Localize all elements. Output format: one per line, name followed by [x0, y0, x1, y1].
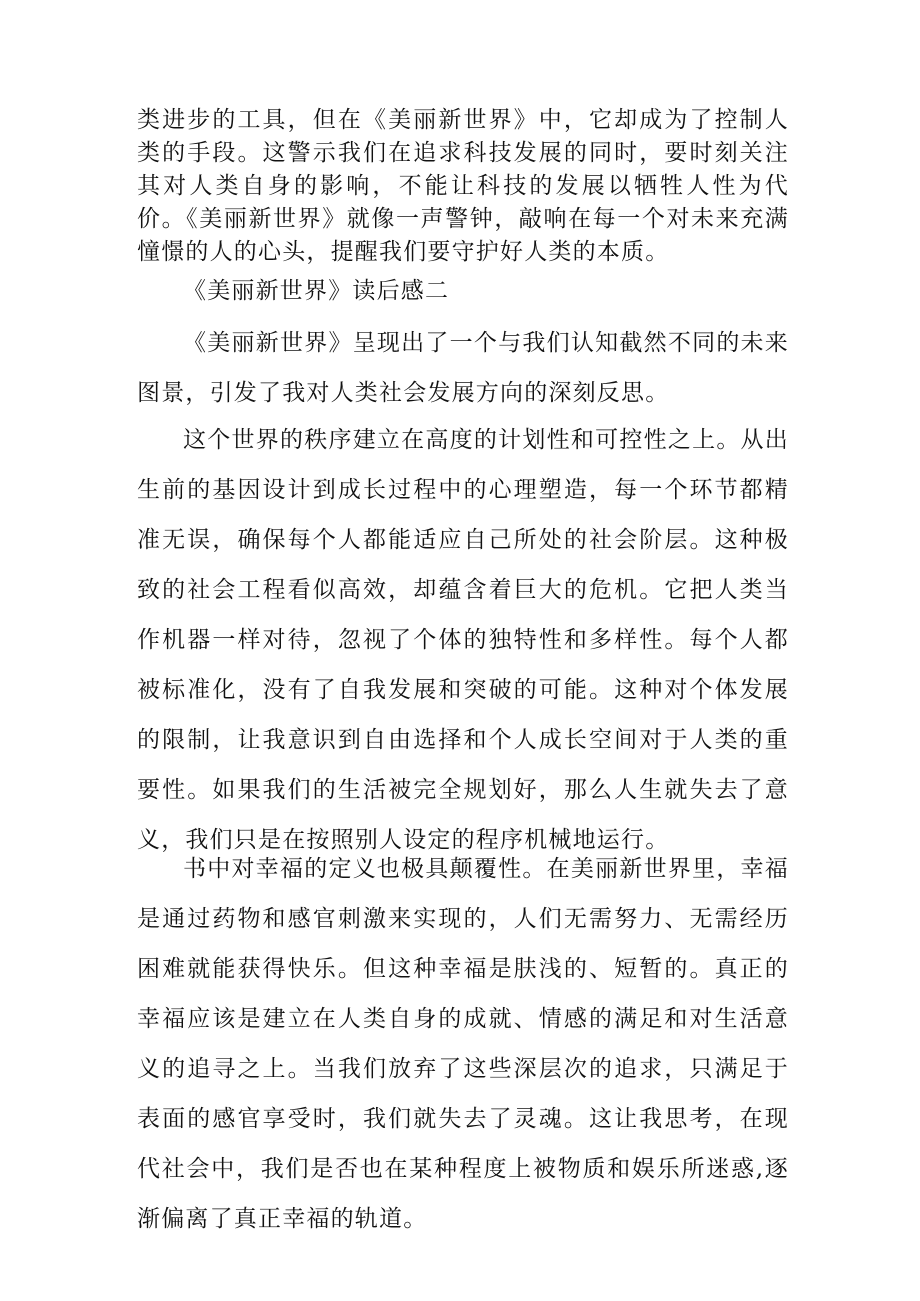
intro-paragraph: 类进步的工具，但在《美丽新世界》中，它却成为了控制人类的手段。这警示我们在追求科技发展的同时，要时刻关注其对人类自身的影响，不能让科技的发展以牺牲人性为代价。《美丽新世界》就像一声警钟，敲响在每一个对未来充满憧憬的人的心头，提醒我们要守护好人类的本质。: [137, 107, 789, 265]
body-paragraph-3: 书中对幸福的定义也极具颠覆性。在美丽新世界里，幸福是通过药物和感官刺激来实现的，人们无需努力、无需经历困难就能获得快乐。但这种幸福是肤浅的、短暂的。真正的幸福应该是建立在人类自身的成就、情感的满足和对生活意义的追寻之上。当我们放弃了这些深层次的追求，只满足于表面的感官享受时，我们就失去了灵魂。这让我思考，在现代社会中，我们是否也在某种程度上被物质和娱乐所迷惑,逐渐偏离了真正幸福的轨道。: [137, 856, 789, 1232]
body-paragraph-2: 这个世界的秩序建立在高度的计划性和可控性之上。从出生前的基因设计到成长过程中的心理塑造，每一个环节都精准无误，确保每个人都能适应自己所处的社会阶层。这种极致的社会工程看似高效，却蕴含着巨大的危机。它把人类当作机器一样对待，忽视了个体的独特性和多样性。每个人都被标准化，没有了自我发展和突破的可能。这种对个体发展的限制，让我意识到自由选择和个人成长空间对于人类的重要性。如果我们的生活被完全规划好，那么人生就失去了意义，我们只是在按照别人设定的程序机械地运行。: [137, 427, 789, 853]
section-heading: 《美丽新世界》读后感二: [183, 278, 450, 304]
body-paragraph-1: 《美丽新世界》呈现出了一个与我们认知截然不同的未来图景，引发了我对人类社会发展方向的深刻反思。: [137, 330, 789, 406]
